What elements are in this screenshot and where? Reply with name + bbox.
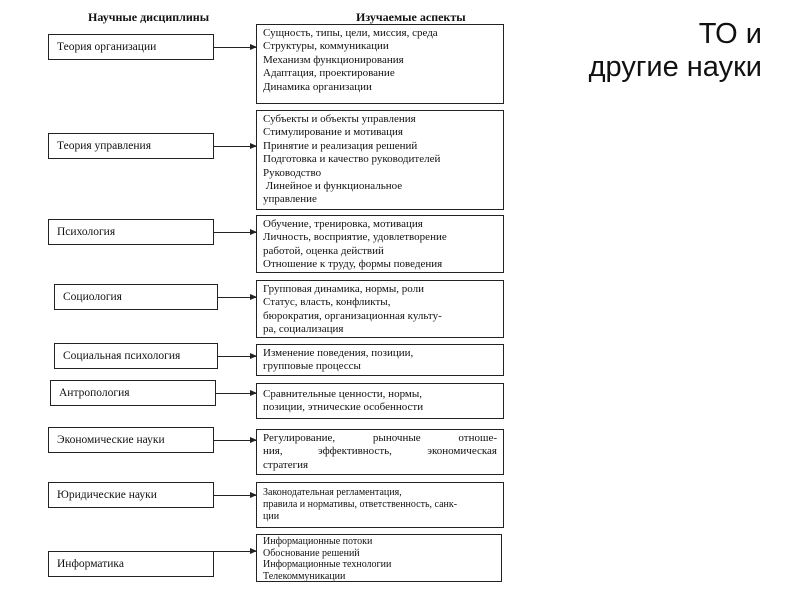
discipline-box-informatics <box>48 551 214 577</box>
aspects-box-economics <box>256 429 504 475</box>
aspect-line: стратегия <box>263 458 309 471</box>
discipline-label: Юридические науки <box>57 489 157 501</box>
connector-arrow <box>214 551 256 552</box>
aspect-line: Структуры, коммуникации <box>263 40 389 53</box>
aspect-line-word: Регулирование, <box>263 432 336 444</box>
discipline-box-social-psychology <box>54 343 218 369</box>
connector-arrow <box>218 356 256 357</box>
aspect-line: Изменение поведения, позиции, <box>263 347 414 359</box>
aspect-line-word: ния, <box>263 445 283 458</box>
aspect-line: работой, оценка действий <box>263 244 384 257</box>
slide-title-line-2: другие науки <box>588 51 762 84</box>
discipline-box-law <box>48 482 214 508</box>
discipline-box-anthropology <box>50 380 216 406</box>
aspects-box-law <box>256 482 504 528</box>
aspect-line: Групповая динамика, нормы, роли <box>263 283 424 295</box>
slide-title <box>500 18 762 85</box>
aspect-line: Обучение, тренировка, мотивация <box>263 218 423 230</box>
aspect-line: Руководство <box>263 166 322 179</box>
aspect-line: Информационные технологии <box>263 559 392 570</box>
connector-arrow <box>218 297 256 298</box>
slide-title-line-1: ТО и <box>698 18 762 50</box>
discipline-label: Теория организации <box>57 41 157 53</box>
aspect-line <box>263 432 497 445</box>
discipline-label: Социология <box>63 291 122 303</box>
aspect-line: Отношение к труду, формы поведения <box>263 258 443 271</box>
aspect-line: Подготовка и качество руководителей <box>263 153 441 166</box>
aspect-line: правила и нормативы, ответственность, санк- <box>263 499 458 510</box>
connector-arrow <box>214 47 256 48</box>
aspect-line <box>263 445 497 458</box>
aspect-line: управление <box>263 193 317 206</box>
aspect-line: Сравнительные ценности, нормы, <box>263 388 423 400</box>
aspect-line: Личность, восприятие, удовлетворение <box>263 231 447 244</box>
aspect-line: Принятие и реализация решений <box>263 139 418 152</box>
aspect-line: ра, социализация <box>263 323 344 336</box>
discipline-box-organization-theory <box>48 34 214 60</box>
discipline-label: Теория управления <box>57 140 151 152</box>
aspect-line: ции <box>263 511 280 522</box>
discipline-box-economics <box>48 427 214 453</box>
discipline-label: Информатика <box>57 558 124 570</box>
aspect-line: бюрократия, организационная культу- <box>263 309 442 322</box>
discipline-label: Антропология <box>59 387 130 399</box>
aspect-line: групповые процессы <box>263 360 361 373</box>
aspects-box-social-psychology <box>256 344 504 376</box>
connector-arrow <box>214 440 256 441</box>
aspects-box-sociology <box>256 280 504 338</box>
aspects-box-informatics <box>256 534 502 582</box>
aspect-line: Адаптация, проектирование <box>263 67 395 80</box>
aspect-line-word: экономическая <box>427 445 497 458</box>
aspect-line: Механизм функционирования <box>263 53 404 66</box>
connector-arrow <box>214 232 256 233</box>
aspect-line: Обоснование решений <box>263 547 360 559</box>
aspect-line: Линейное и функциональное <box>263 180 403 193</box>
aspect-line: Телекоммуникации <box>263 570 346 582</box>
aspect-line: Стимулирование и мотивация <box>263 126 403 139</box>
discipline-label: Экономические науки <box>57 434 165 446</box>
discipline-box-management-theory <box>48 133 214 159</box>
aspect-line-word: эффективность, <box>317 445 392 458</box>
aspects-box-management-theory <box>256 110 504 210</box>
discipline-label: Психология <box>57 226 116 238</box>
aspects-box-organization-theory <box>256 24 504 104</box>
aspects-box-anthropology <box>256 383 504 419</box>
aspect-line: Субъекты и объекты управления <box>263 113 416 125</box>
discipline-box-sociology <box>54 284 218 310</box>
aspect-line: Сущность, типы, цели, миссия, среда <box>263 27 438 39</box>
disciplines-column-header: Научные дисциплины <box>88 10 210 24</box>
connector-arrow <box>214 495 256 496</box>
aspect-line: Статус, власть, конфликты, <box>263 296 391 309</box>
aspect-line: Динамика организации <box>263 80 372 93</box>
aspects-box-psychology <box>256 215 504 273</box>
aspect-line-word: рыночные <box>372 432 421 444</box>
aspect-line: Информационные потоки <box>263 536 373 547</box>
connector-arrow <box>216 393 256 394</box>
aspect-line: Законодательная регламентация, <box>263 487 402 498</box>
aspect-line: позиции, этнические особенности <box>263 401 424 414</box>
discipline-label: Социальная психология <box>63 350 181 362</box>
discipline-box-psychology <box>48 219 214 245</box>
aspect-line-word: отноше- <box>458 432 497 444</box>
aspects-column-header: Изучаемые аспекты <box>356 10 466 24</box>
connector-arrow <box>214 146 256 147</box>
